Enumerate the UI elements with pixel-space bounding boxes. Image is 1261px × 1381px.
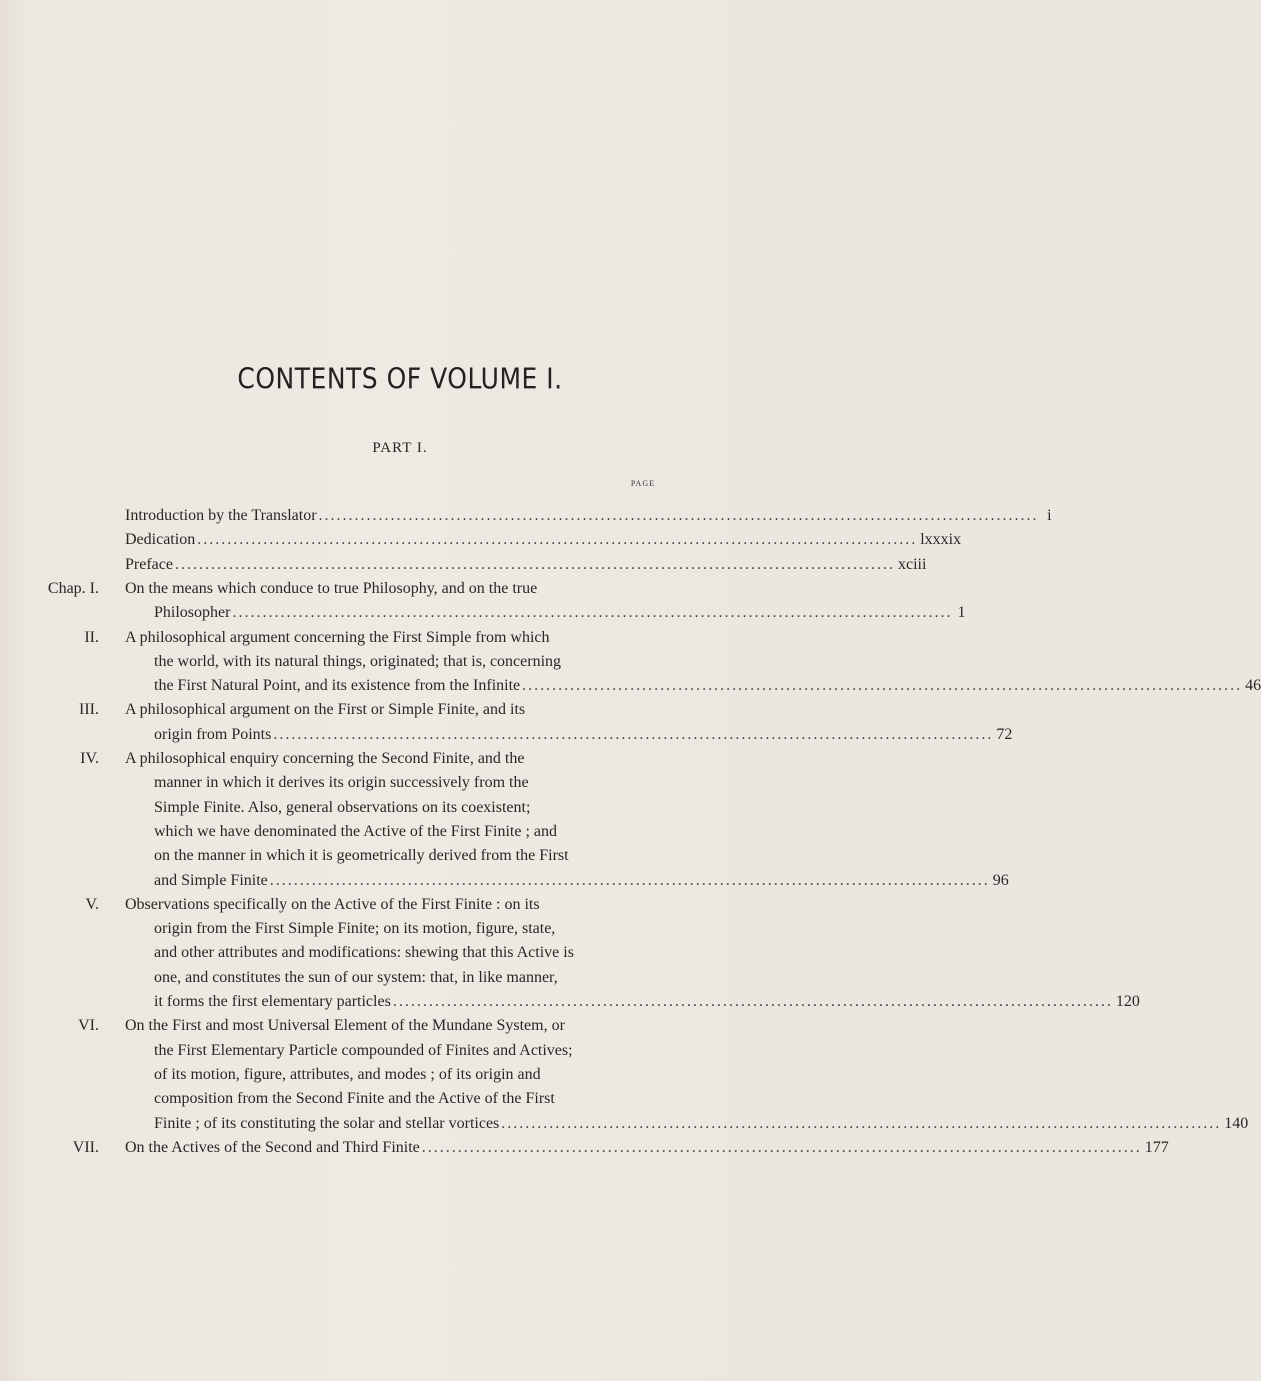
- chapter-number: III.: [79, 701, 99, 719]
- dot-leader: ........................................................................................................................: [269, 871, 990, 889]
- dot-leader: ........................................................................................................................: [197, 531, 918, 549]
- entry-title: On the Actives of the Second and Third Finite: [125, 1138, 420, 1156]
- entry-text-line: origin from the First Simple Finite; on its motion, figure, state,: [154, 920, 556, 938]
- page-number: 140: [1224, 1114, 1249, 1132]
- dot-leader: ........................................................................................................................: [318, 507, 1039, 524]
- entry-leader-line: [125, 553, 927, 577]
- entry-title: origin from Points: [154, 725, 272, 743]
- part-title: PART I.: [372, 440, 428, 456]
- entry-text-line: A philosophical enquiry concerning the Second Finite, and the: [125, 750, 525, 767]
- entry-title: Dedication: [125, 531, 196, 549]
- entry-leader-line: [125, 528, 962, 552]
- entry-leader-line: [125, 1136, 1169, 1160]
- entry-leader-line: [154, 990, 1140, 1014]
- entry-text-line: the First Elementary Particle compounded of Finites and Actives;: [154, 1041, 573, 1059]
- entry-leader-line: [154, 1112, 1249, 1136]
- page-number: 120: [1115, 993, 1140, 1010]
- chapter-number: II.: [84, 628, 99, 646]
- chapter-number: V.: [85, 895, 99, 913]
- entry-leader-line: [154, 723, 1013, 747]
- page-column-heading: PAGE: [630, 479, 655, 488]
- entry-text-line: Simple Finite. Also, general observations on its coexistent;: [154, 798, 531, 816]
- page-number: lxxxix: [920, 531, 962, 549]
- entry-text-line: On the First and most Universal Element of the Mundane System, or: [125, 1017, 565, 1035]
- entry-text-line: of its motion, figure, attributes, and modes ; of its origin and: [154, 1065, 541, 1083]
- page-number: 177: [1144, 1138, 1169, 1156]
- page-title: CONTENTS OF VOLUME I.: [237, 361, 563, 396]
- entry-text-line: one, and constitutes the sun of our system: that, in like manner,: [154, 968, 558, 986]
- entry-leader-line: [154, 869, 1009, 893]
- entry-title: Introduction by the Translator: [125, 507, 317, 524]
- page-number: 46: [1245, 677, 1261, 695]
- page-number: 72: [996, 725, 1013, 743]
- entry-title: the First Natural Point, and its existence from the Infinite: [154, 677, 521, 695]
- entry-text-line: composition from the Second Finite and the Active of the First: [154, 1090, 555, 1108]
- entry-text-line: On the means which conduce to true Philosophy, and on the true: [125, 579, 538, 597]
- entry-title: and Simple Finite: [154, 871, 268, 889]
- page-number: 96: [992, 871, 1009, 889]
- entry-leader-line: [125, 504, 1052, 528]
- entry-text-line: A philosophical argument concerning the First Simple from which: [125, 628, 550, 646]
- entry-leader-line: [154, 601, 966, 625]
- entry-text-line: A philosophical argument on the First or Simple Finite, and its: [125, 701, 526, 719]
- entry-text-line: which we have denominated the Active of the First Finite ; and: [154, 822, 558, 840]
- dot-leader: ........................................................................................................................: [392, 993, 1113, 1010]
- dot-leader: ........................................................................................................................: [501, 1114, 1222, 1132]
- page-number: i: [1047, 507, 1052, 524]
- entry-text-line: and other attributes and modifications: shewing that this Active is: [154, 944, 574, 962]
- page-number: xciii: [897, 555, 927, 573]
- dot-leader: ........................................................................................................................: [421, 1138, 1142, 1156]
- chapter-number: Chap. I.: [47, 579, 99, 597]
- entry-title: Philosopher: [154, 604, 231, 622]
- entry-text-line: manner in which it derives its origin successively from the: [154, 774, 529, 792]
- entry-title: it forms the first elementary particles: [154, 993, 391, 1010]
- entry-leader-line: [154, 674, 1261, 698]
- chapter-number: VI.: [78, 1017, 99, 1035]
- dot-leader: ........................................................................................................................: [232, 604, 953, 622]
- entry-text-line: on the manner in which it is geometrically derived from the First: [154, 847, 569, 865]
- dot-leader: ........................................................................................................................: [174, 555, 895, 573]
- entry-title: Finite ; of its constituting the solar and stellar vortices: [154, 1114, 500, 1132]
- entry-title: Preface: [125, 555, 173, 573]
- chapter-number: VII.: [72, 1138, 99, 1156]
- dot-leader: ........................................................................................................................: [522, 677, 1243, 695]
- page-number: 1: [957, 604, 966, 622]
- chapter-number: IV.: [80, 750, 99, 767]
- entry-text-line: Observations specifically on the Active of the First Finite : on its: [125, 895, 540, 913]
- entry-text-line: the world, with its natural things, originated; that is, concerning: [154, 652, 562, 670]
- dot-leader: ........................................................................................................................: [273, 725, 994, 743]
